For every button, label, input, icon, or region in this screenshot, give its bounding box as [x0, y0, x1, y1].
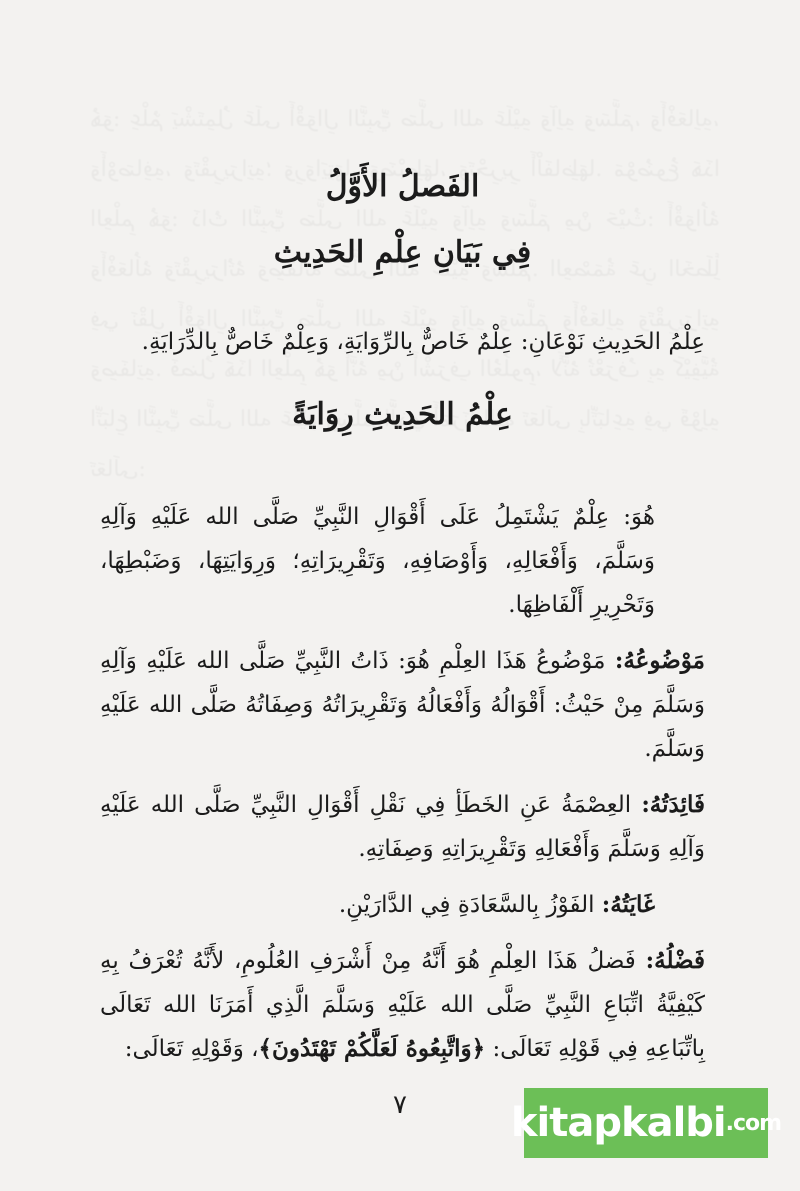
book-page	[100, 155, 705, 1083]
goal-label: غَايَتُهُ:	[601, 891, 655, 918]
virtue-text-1: فَضلُ هَذَا العِلْمِ هُوَ أَنَّهُ مِنْ أَشْرَفِ العُلُومِ، لأَنَّهُ تُعْرَفُ بِهِ كَيْفِيَّةُ اتِّبَاعِ النَّبِيِّ صَلَّى الله عَلَيْهِ وَسَلَّمَ الَّذِي أَمَرَنَا الله تَعَالَى بِاتِّبَاعِهِ فِي قَوْلِهِ تَعَالَى:	[100, 948, 705, 1062]
watermark-text	[511, 1100, 781, 1146]
watermark-suffix: .com	[725, 1110, 782, 1136]
section-body	[100, 495, 705, 1071]
goal-text: الفَوْزُ بِالسَّعَادَةِ فِي الدَّارَيْنِ.	[338, 892, 595, 918]
benefit-paragraph	[100, 783, 705, 871]
definition-paragraph: هُوَ: عِلْمٌ يَشْتَمِلُ عَلَى أَقْوَالِ النَّبِيِّ صَلَّى الله عَلَيْهِ وَآلِهِ وَسَلَّمَ، وَأَفْعَالِهِ، وَأَوْصَافِهِ، وَتَقْرِيرَاتِهِ؛ وَرِوَايَتِهَا، وَضَبْطِهَا، وَتَحْرِيرِ أَلْفَاظِهَا.	[100, 504, 655, 618]
subject-label: مَوْضُوعُهُ:	[614, 647, 705, 674]
intro-paragraph: عِلْمُ الحَدِيثِ نَوْعَانِ: عِلْمٌ خَاصٌّ بِالرِّوَايَةِ، وَعِلْمٌ خَاصٌّ بِالدِّرَايَةِ.	[141, 329, 705, 355]
chapter-subtitle: فِي بَيَانِ عِلْمِ الحَدِيثِ	[273, 235, 532, 270]
virtue-paragraph	[100, 939, 705, 1071]
page-number: ٧	[393, 1090, 407, 1120]
subject-paragraph	[100, 639, 705, 771]
subject-text: مَوْضُوعُ هَذَا العِلْمِ هُوَ: ذَاتُ النَّبِيِّ صَلَّى الله عَلَيْهِ وَآلِهِ وَسَلَّمَ مِنْ حَيْثُ: أَقْوَالُهُ وَأَفْعَالُهُ وَتَقْرِيرَاتُهُ وَصِفَاتُهُ صَلَّى الله عَلَيْهِ وَسَلَّمَ.	[100, 648, 705, 762]
virtue-text-2: ، وَقَوْلِهِ تَعَالَى:	[124, 1036, 259, 1062]
chapter-title: الفَصلُ الأَوَّلُ	[325, 169, 480, 204]
goal-paragraph	[100, 883, 705, 927]
watermark-name: kitapkalbi	[510, 1100, 726, 1146]
virtue-label: فَضْلُهُ:	[645, 947, 706, 974]
benefit-label: فَائِدَتُهُ:	[641, 791, 706, 818]
section-title: عِلْمُ الحَدِيثِ رِوَايَةً	[292, 397, 513, 432]
quran-verse: ﴿وَاتَّبِعُوهُ لَعَلَّكُمْ تَهْتَدُونَ﴾	[258, 1035, 486, 1062]
watermark-logo	[510, 1088, 782, 1158]
benefit-text: العِصْمَةُ عَنِ الخَطَأِ فِي نَقْلِ أَقْوَالِ النَّبِيِّ صَلَّى الله عَلَيْهِ وَآلِهِ وَسَلَّمَ وَأَفْعَالِهِ وَتَقْرِيرَاتِهِ وَصِفَاتِهِ.	[100, 792, 705, 862]
